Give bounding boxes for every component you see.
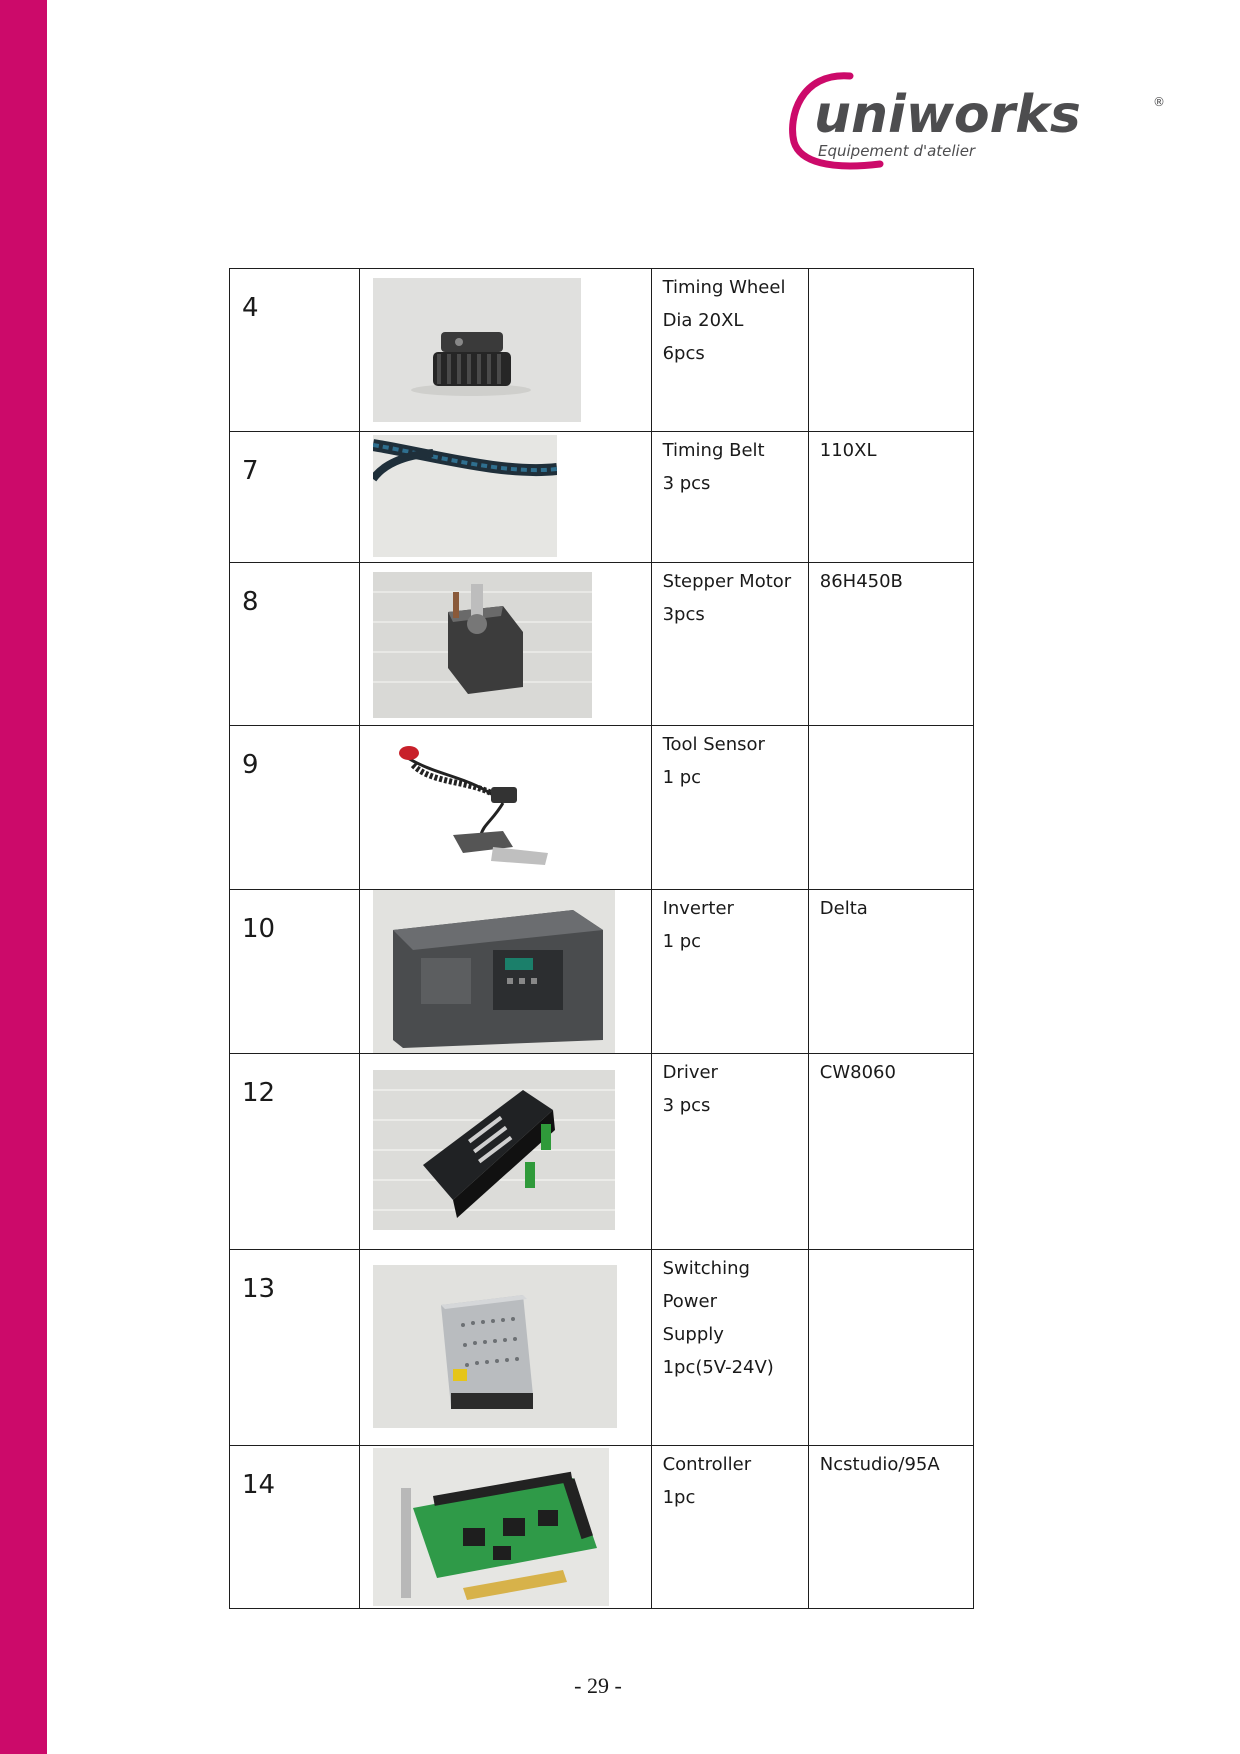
item-spec: Delta <box>819 898 868 919</box>
accent-side-bar <box>0 0 47 1754</box>
inverter-photo <box>373 890 615 1053</box>
item-spec: 110XL <box>819 440 877 461</box>
item-description: Controller 1pc <box>662 1454 752 1508</box>
svg-text:uniworks: uniworks <box>814 85 1081 145</box>
svg-text:Equipement d'atelier: Equipement d'atelier <box>818 142 976 160</box>
uniworks-logo <box>780 70 1180 180</box>
table-row <box>230 1250 974 1446</box>
table-row <box>230 726 974 890</box>
parts-table <box>229 268 974 1609</box>
item-number: 14 <box>242 1470 276 1500</box>
table-row <box>230 1446 974 1609</box>
item-description: Stepper Motor 3pcs <box>662 571 792 625</box>
controller-card-photo <box>373 1448 609 1606</box>
item-description: Timing Belt 3 pcs <box>662 440 765 494</box>
page-number: - 29 - <box>574 1673 622 1698</box>
table-row <box>230 1054 974 1250</box>
item-spec: CW8060 <box>819 1062 896 1083</box>
item-number: 8 <box>242 587 259 617</box>
table-row <box>230 432 974 563</box>
item-description: Inverter 1 pc <box>662 898 734 952</box>
item-number: 9 <box>242 750 259 780</box>
item-number: 13 <box>242 1274 276 1304</box>
stepper-motor-photo <box>373 572 592 718</box>
item-number: 7 <box>242 456 259 486</box>
item-spec: Ncstudio/95A <box>819 1454 940 1475</box>
item-spec: 86H450B <box>819 571 903 592</box>
item-description: Timing Wheel Dia 20XL 6pcs <box>662 277 786 364</box>
item-number: 4 <box>242 293 259 323</box>
item-number: 10 <box>242 914 276 944</box>
table-row <box>230 563 974 726</box>
table-row <box>230 890 974 1054</box>
item-spec <box>809 1250 973 1252</box>
item-description: Tool Sensor 1 pc <box>662 734 765 788</box>
table-row <box>230 269 974 432</box>
tool-sensor-photo <box>373 735 583 875</box>
item-spec <box>809 726 973 728</box>
item-description: Driver 3 pcs <box>662 1062 718 1116</box>
item-description: Switching Power Supply 1pc(5V-24V) <box>662 1258 774 1378</box>
driver-photo <box>373 1070 615 1230</box>
power-supply-photo <box>373 1265 617 1428</box>
timing-wheel-photo <box>373 278 581 422</box>
svg-text:®: ® <box>1153 95 1165 109</box>
item-spec <box>809 269 973 271</box>
item-number: 12 <box>242 1078 276 1108</box>
timing-belt-photo <box>373 435 557 557</box>
